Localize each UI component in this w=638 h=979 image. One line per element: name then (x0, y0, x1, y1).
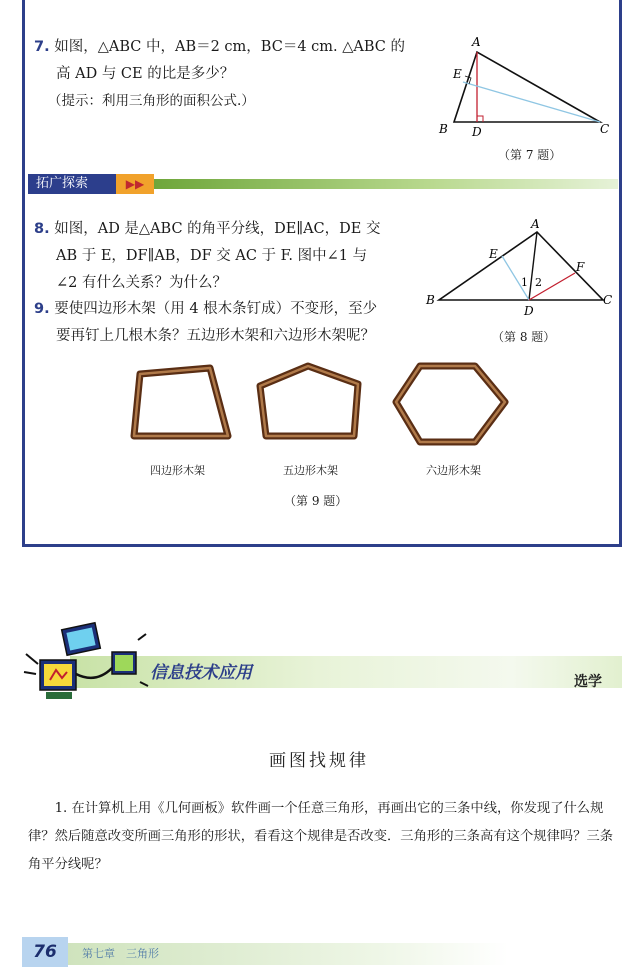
problem-8-number: 8. (34, 221, 50, 237)
label-d: D (524, 304, 534, 318)
problem-8-caption: （第 8 题） (492, 330, 556, 344)
problem-8-line1: 如图，AD 是△ABC 的角平分线，DE∥AC，DE 交 (54, 221, 381, 237)
problem-9-line2: 要再钉上几根木条？五边形木架和六边形木架呢？ (56, 328, 375, 344)
section-bar-tuoguang (28, 174, 618, 194)
info-section-title: 信息技术应用 (150, 663, 252, 683)
problem-7-caption: （第 7 题） (498, 148, 562, 162)
optional-tag: 选学 (574, 674, 602, 690)
label-b: B (439, 122, 448, 136)
problem-9-line1: 要使四边形木架（用 4 根木条钉成）不变形，至少 (54, 301, 378, 317)
label-e: E (489, 247, 498, 261)
section-title: 画图找规律 (269, 751, 369, 771)
label-d: D (472, 125, 482, 139)
section-gradient (154, 179, 618, 189)
problem-7-line2: 高 AD 与 CE 的比是多少？ (56, 66, 235, 82)
arrow-icon: ▶▶ (116, 174, 154, 194)
triangle-abc (454, 52, 600, 122)
section-label: 拓广探索 (28, 174, 116, 194)
label-e: E (453, 67, 462, 81)
label-c: C (600, 122, 610, 136)
label-2: 2 (535, 276, 542, 289)
chapter-label: 第七章 三角形 (82, 947, 159, 960)
problem-8 (34, 216, 434, 297)
problem-9-caption: （第 9 题） (284, 494, 348, 508)
frame-label-pentagon: 五边形木架 (283, 464, 338, 477)
problem-9 (34, 296, 434, 350)
page-number: 76 (22, 937, 68, 967)
problem-7-line1: 如图，△ABC 中，AB＝2 cm，BC＝4 cm. △ABC 的 (54, 39, 405, 55)
label-a: A (531, 218, 540, 231)
problem-7 (34, 34, 434, 115)
label-b: B (426, 293, 435, 307)
problem-7-hint: （提示：利用三角形的面积公式.） (48, 93, 255, 109)
frame-label-quadrilateral: 四边形木架 (150, 464, 205, 477)
wooden-frames-figure (120, 356, 530, 456)
computer-icon (20, 620, 150, 720)
problem-7-figure (430, 30, 620, 140)
label-f: F (576, 260, 585, 274)
pentagon-frame (260, 366, 358, 436)
problem-8-line2: AB 于 E，DF∥AB，DF 交 AC 于 F. 图中∠1 与 (56, 248, 368, 264)
body-paragraph: 1. 在计算机上用《几何画板》软件画一个任意三角形，再画出它的三条中线，你发现了什么规律？然后随意改变所画三角形的形状，看看这个规律是否改变．三角形的三条高有这个规律吗？三条角平分线呢？ (28, 801, 614, 872)
problem-9-number: 9. (34, 301, 50, 317)
frame-label-hexagon: 六边形木架 (426, 464, 481, 477)
label-a: A (472, 35, 481, 49)
problem-8-figure (425, 218, 620, 320)
label-c: C (603, 293, 613, 307)
label-1: 1 (521, 276, 528, 289)
problem-8-line3: ∠2 有什么关系？为什么？ (56, 275, 227, 291)
problem-7-number: 7. (34, 39, 50, 55)
